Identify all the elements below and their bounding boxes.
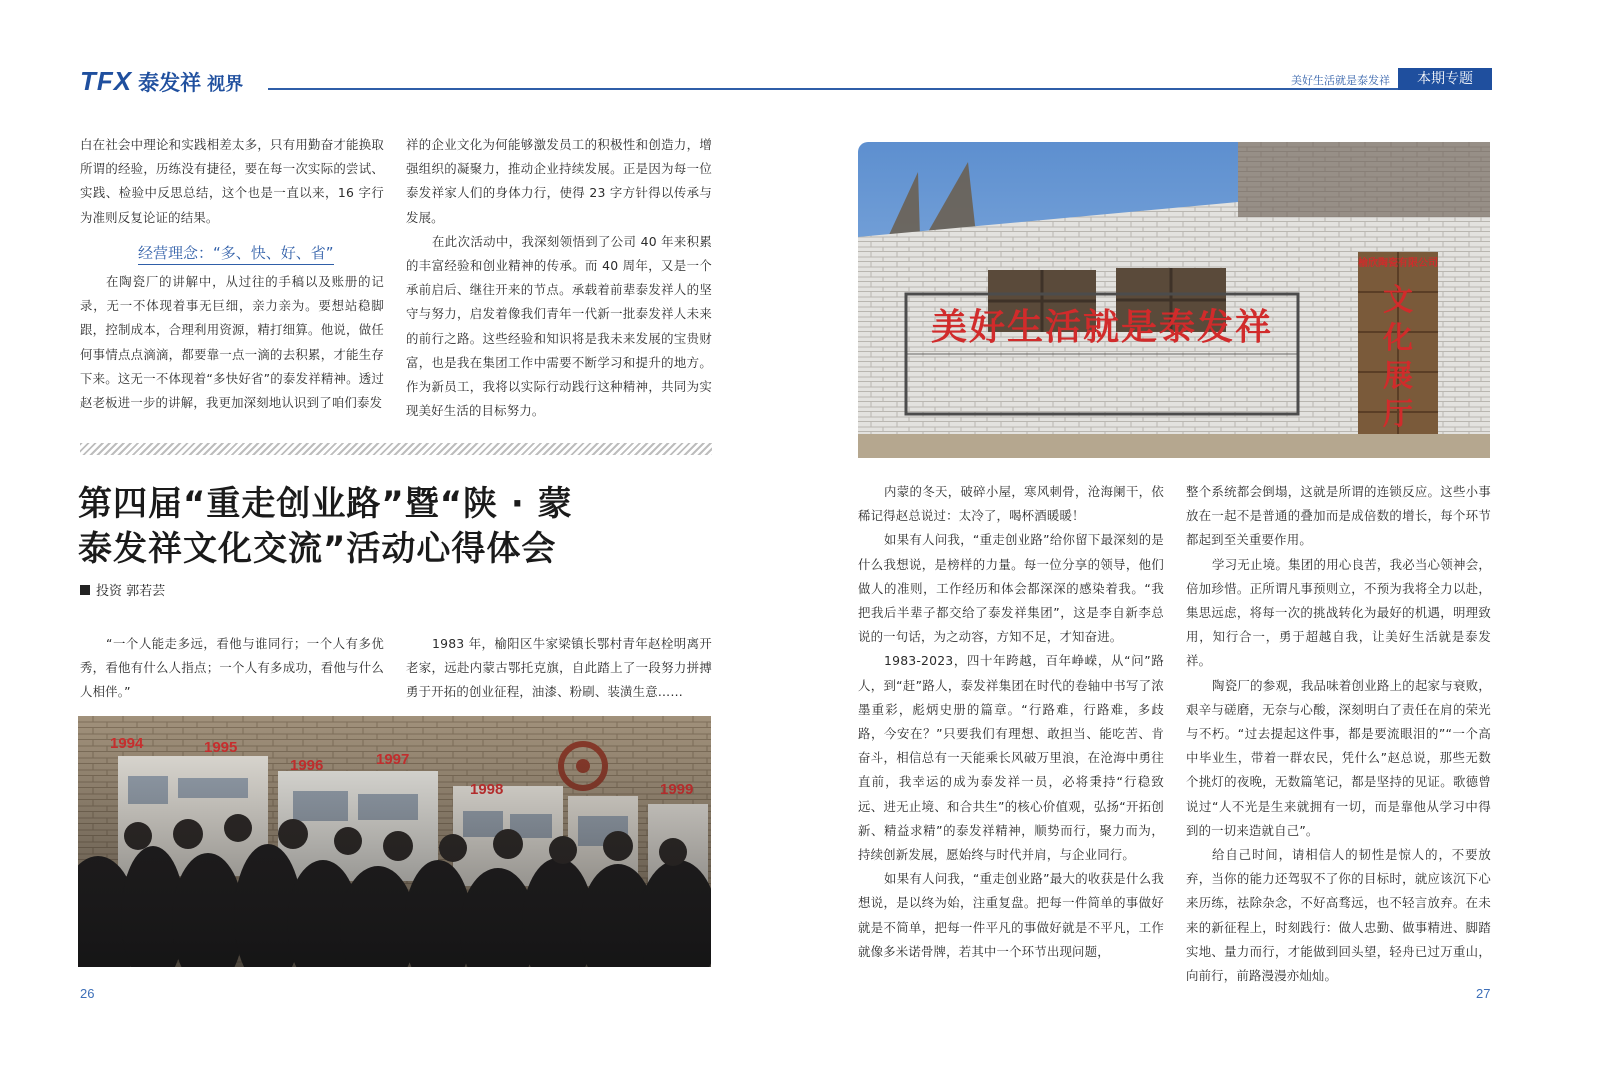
svg-text:厅: 厅 <box>1383 397 1413 432</box>
factory-photo <box>858 142 1490 458</box>
left-col2 <box>406 133 712 423</box>
left-lower-col2 <box>406 632 712 705</box>
paragraph: 白在社会中理论和实践相差太多，只有用勤奋才能换取所谓的经验，历练没有捷径，要在每一次实际的尝试、实践、检验中反思总结，这个也是一直以来，16 字行为准则反复论证的结果。 <box>80 137 384 225</box>
paragraph: “一个人能走多远，看他与谁同行；一个人有多优秀，看他有什么人指点；一个人有多成功，看他与什么人相伴。” <box>80 636 384 700</box>
section-badge: 本期专题 <box>1398 68 1492 90</box>
paragraph: 1983-2023，四十年跨越，百年峥嵘，从“问”路人，到“赶”路人，泰发祥集团在时代的卷轴中书写了浓墨重彩，彪炳史册的篇章。“行路难，行路难，多歧路，今安在？”只要我们有理想、敢担当、能吃苦、肯奋斗，相信总有一天能乘长风破万里浪，在沧海中勇往直前，我幸运的成为泰发祥一员，必将秉持“行稳致远、进无止境、和合共生”的核心价值观，弘扬“开拓创新、精益求精”的泰发祥精神，顺势而行，聚力而为，持续创新发展，愿始终与时代并肩，与企业同行。 <box>858 653 1164 863</box>
exhibition-photo <box>78 716 711 967</box>
page-header <box>0 0 1600 100</box>
logo-tfx-mark: TFX <box>80 66 133 96</box>
logo-brand-name: 泰发祥 <box>138 71 202 95</box>
paragraph: 整个系统都会倒塌，这就是所谓的连锁反应。这些小事放在一起不是普通的叠加而是成倍数的增长，每个环节都起到至关重要作用。 <box>1186 484 1491 548</box>
header-rule <box>268 88 1492 90</box>
svg-text:展: 展 <box>1383 359 1413 394</box>
article-title <box>78 482 718 572</box>
paragraph: 在此次活动中，我深刻领悟到了公司 40 年来积累的丰富经验和创业精神的传承。而 40 周年，又是一个承前启后、继往开来的节点。承载着前辈泰发祥人的坚守与努力，启发着像我们青年一代新一批泰发祥人未来的前行之路。这些经验和知识将是我未来发展的宝贵财富，也是我在集团工作中需要不断学习和提升的地方。作为新员工，我将以实际行动践行这种精神，共同为实现美好生活的目标努力。 <box>406 233 712 419</box>
page-number-left: 26 <box>80 986 95 1001</box>
right-col1 <box>858 480 1164 964</box>
magazine-logo <box>80 66 243 97</box>
paragraph: 陶瓷厂的参观，我品味着创业路上的起家与衰败，艰辛与磋磨，无奈与心酸，深刻明白了责任在肩的荣光与不朽。“过去提起这件事，都是要流眼泪的”“一个高中毕业生，带着一群农民，凭什么”赵总说，那些无数个挑灯的夜晚，无数篇笔记，都是坚持的见证。歌德曾说过“人不光是生来就拥有一切，而是靠他从学习中得到的一切来造就自己”。 <box>1186 677 1491 838</box>
title-line-1: 第四届“重走创业路”暨“陕 · 蒙 <box>78 484 573 524</box>
wall-sign-main: 美好生活就是泰发祥 <box>930 307 1274 348</box>
exhibition-photo-svg <box>78 716 711 967</box>
paragraph: 学习无止境。集团的用心良苦，我必当心领神会，倍加珍惜。正所谓凡事预则立，不预为我将全力以赴，集思远虑，将每一次的挑战转化为最好的机遇，明理致用，知行合一，勇于超越自我，让美好生活就是泰发祥。 <box>1186 556 1491 669</box>
byline <box>80 580 165 599</box>
factory-photo-svg <box>858 142 1490 458</box>
left-col1-lower <box>80 270 384 415</box>
left-col1-top <box>80 133 384 230</box>
paragraph: 给自己时间，请相信人的韧性是惊人的，不要放弃，当你的能力还驾驭不了你的目标时，就应该沉下心来历练，祛除杂念，不好高骛远，也不轻言放弃。在未来的新征程上，时刻践行：做人忠勤、做事精进、脚踏实地、量力而行，才能做到回头望，轻舟已过万重山，向前行，前路漫漫亦灿灿。 <box>1186 847 1491 984</box>
svg-text:文: 文 <box>1383 283 1413 318</box>
page-number-right: 27 <box>1476 986 1491 1001</box>
paragraph: 内蒙的冬天，破碎小屋，寒风刺骨，沧海阑干，依稀记得赵总说过：太冷了，喝杯酒暖暖！ <box>858 484 1164 524</box>
tower-sign-top: 榆欣陶瓷有限公司 <box>1358 258 1438 269</box>
svg-text:化: 化 <box>1383 321 1413 356</box>
paragraph: 如果有人问我，“重走创业路”给你留下最深刻的是什么我想说，是榜样的力量。每一位分享的领导，他们做人的准则，工作经历和体会都深深的感染着我。“我把我后半辈子都交给了泰发祥集团”，这是李自新李总说的一句话，为之动容，方知不足，才知奋进。 <box>858 532 1164 645</box>
left-lower-col1 <box>80 632 384 705</box>
header-tagline: 美好生活就是泰发祥 <box>1291 74 1390 87</box>
byline-text: 投资 郭若芸 <box>96 584 166 599</box>
section-subheading: 经营理念：“多、快、好、省” <box>138 242 334 265</box>
hatched-divider <box>80 443 712 455</box>
right-col2 <box>1186 480 1491 988</box>
logo-suffix: 视界 <box>207 74 244 95</box>
paragraph: 如果有人问我，“重走创业路”最大的收获是什么我想说，是以终为始，注重复盘。把每一件简单的事做好就是不简单，把每一件平凡的事做好就是不平凡，工作就像多米诺骨牌，若其中一个环节出现问题， <box>858 871 1164 959</box>
title-line-2: 泰发祥文化交流”活动心得体会 <box>78 529 557 569</box>
byline-square-icon <box>80 585 90 595</box>
paragraph: 祥的企业文化为何能够激发员工的积极性和创造力，增强组织的凝聚力，推动企业持续发展。正是因为每一位泰发祥家人们的身体力行，使得 23 字方针得以传承与发展。 <box>406 137 712 225</box>
paragraph: 1983 年，榆阳区牛家梁镇长鄂村青年赵栓明离开老家，远赴内蒙古鄂托克旗，自此踏上了一段努力拼搏勇于开拓的创业征程，油漆、粉刷、装潢生意…… <box>406 636 712 700</box>
paragraph: 在陶瓷厂的讲解中，从过往的手稿以及账册的记录，无一不体现着事无巨细，亲力亲为。要想站稳脚跟，控制成本，合理利用资源，精打细算。他说，做任何事情点点滴滴，都要靠一点一滴的去积累，才能生存下来。这无一不体现着“多快好省”的泰发祥精神。透过赵老板进一步的讲解，我更加深刻地认识到了咱们泰发 <box>80 274 384 411</box>
